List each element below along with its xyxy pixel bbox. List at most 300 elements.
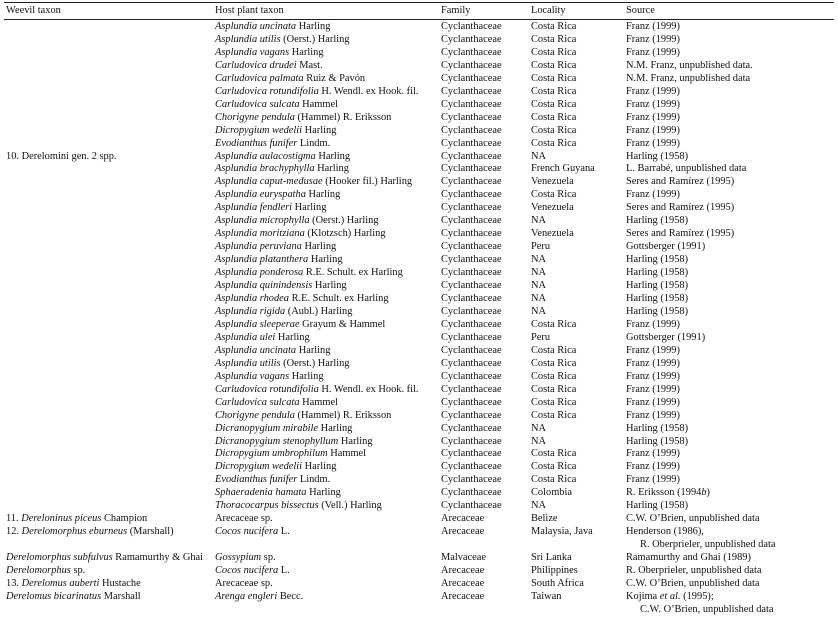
text-run: Sphaeradenia hamata xyxy=(215,487,307,499)
table-row xyxy=(4,163,834,176)
cell-source xyxy=(624,448,834,461)
text-run: Asplundia moritziana xyxy=(215,228,305,240)
cell-locality: Costa Rica xyxy=(531,72,577,84)
text-run: Evodianthus funifer xyxy=(215,137,298,149)
text-run: Asplundia ponderosa xyxy=(215,267,304,279)
cell-locality: Costa Rica xyxy=(531,396,577,408)
text-run: Harling xyxy=(305,189,341,201)
cell-weevil-taxon xyxy=(4,47,213,60)
cell-family: Malvaceae xyxy=(441,552,486,564)
cell-locality: Costa Rica xyxy=(531,189,577,201)
text-run: (Hooker fil.) Harling xyxy=(322,176,413,188)
cell-host-plant-taxon xyxy=(213,461,439,474)
text-run: Derelomorphus eburneus xyxy=(21,526,128,538)
text-run: Carludovica drudei xyxy=(215,59,297,71)
cell-family: Cyclanthaceae xyxy=(441,228,502,240)
table-row xyxy=(4,215,834,228)
cell-locality: NA xyxy=(531,293,547,305)
cell-source xyxy=(624,151,834,164)
text-run: Franz (1999) xyxy=(626,98,680,110)
cell-weevil-taxon xyxy=(4,487,213,500)
cell-family: Cyclanthaceae xyxy=(441,163,502,175)
cell-host-plant-taxon xyxy=(213,189,439,202)
text-run: Harling xyxy=(292,202,327,214)
cell-locality: French Guyana xyxy=(531,163,595,175)
table-row xyxy=(4,189,834,202)
text-run: Harling (1958) xyxy=(626,435,689,447)
cell-source xyxy=(624,86,834,99)
cell-family: Cyclanthaceae xyxy=(441,21,502,32)
cell-family: Cyclanthaceae xyxy=(441,383,502,395)
cell-host-plant-taxon xyxy=(213,591,439,604)
table-row xyxy=(4,293,834,306)
table-row xyxy=(4,526,834,539)
cell-locality: Costa Rica xyxy=(531,409,577,421)
cell-weevil-taxon xyxy=(4,306,213,319)
text-run: Franz (1999) xyxy=(626,21,680,32)
text-run: Seres and Ramírez (1995) xyxy=(626,228,735,240)
text-run: Harling (1958) xyxy=(626,280,689,292)
text-run: H. Wendl. ex Hook. fil. xyxy=(318,85,419,97)
cell-weevil-taxon xyxy=(4,86,213,99)
cell-family: Cyclanthaceae xyxy=(441,435,502,447)
cell-host-plant-taxon xyxy=(213,604,439,617)
text-run: Dicranopygium mirabile xyxy=(215,422,319,434)
text-run: Thoracocarpus bissectus xyxy=(215,500,319,512)
table-row xyxy=(4,345,834,358)
cell-source xyxy=(624,21,834,34)
cell-family: Cyclanthaceae xyxy=(441,422,502,434)
text-run: Asplundia sleeperae xyxy=(215,318,300,330)
text-run: (Hammel) R. Eriksson xyxy=(294,409,392,421)
cell-locality: Philippines xyxy=(531,565,578,577)
cell-weevil-taxon xyxy=(4,112,213,125)
text-run: Asplundia euryspatha xyxy=(215,189,306,201)
text-run: L. xyxy=(278,565,290,577)
cell-weevil-taxon xyxy=(4,293,213,306)
cell-family: Cyclanthaceae xyxy=(441,59,502,71)
text-run: Franz (1999) xyxy=(626,383,680,395)
text-run: Cocos nucifera xyxy=(215,565,279,577)
text-run: Asplundia vagans xyxy=(215,46,290,58)
header-row xyxy=(4,4,834,21)
text-run: C.W. O’Brien, unpublished data xyxy=(626,513,760,525)
text-run: Harling (1958) xyxy=(626,215,689,227)
cell-source xyxy=(624,267,834,280)
cell-weevil-taxon xyxy=(4,21,213,34)
cell-source xyxy=(624,254,834,267)
text-run: Franz (1999) xyxy=(626,111,680,123)
text-run: Harling xyxy=(315,150,351,162)
text-run: Gossypium xyxy=(215,552,262,564)
cell-locality: NA xyxy=(531,435,547,447)
text-run: Franz (1999) xyxy=(626,124,680,136)
text-run: C.W. O’Brien, unpublished data xyxy=(626,577,760,589)
text-run: N.M. Franz, unpublished data xyxy=(626,72,751,84)
text-run: Asplundia caput-medusae xyxy=(215,176,323,188)
header-family: Family xyxy=(441,5,471,16)
text-run: Gottsberger (1991) xyxy=(626,331,706,343)
text-run: Hammel xyxy=(327,448,367,460)
table-row xyxy=(4,254,834,267)
text-run: (Hammel) R. Eriksson xyxy=(294,111,392,123)
cell-weevil-taxon xyxy=(4,151,213,164)
cell-source xyxy=(624,332,834,345)
cell-host-plant-taxon xyxy=(213,526,439,539)
cell-host-plant-taxon xyxy=(213,500,439,513)
cell-family: Cyclanthaceae xyxy=(441,111,502,123)
table-row xyxy=(4,384,834,397)
cell-source xyxy=(624,138,834,151)
cell-host-plant-taxon xyxy=(213,86,439,99)
cell-family: Cyclanthaceae xyxy=(441,500,502,512)
cell-source xyxy=(624,125,834,138)
cell-locality: Costa Rica xyxy=(531,383,577,395)
cell-source xyxy=(624,500,834,513)
text-run: (Oerst.) Harling xyxy=(309,215,379,227)
text-run: Franz (1999) xyxy=(626,318,680,330)
cell-source xyxy=(624,306,834,319)
cell-locality: Costa Rica xyxy=(531,111,577,123)
cell-host-plant-taxon xyxy=(213,384,439,397)
text-run: (Vell.) Harling xyxy=(318,500,382,512)
text-run: Harling xyxy=(296,344,331,356)
text-run: (Oerst.) Harling xyxy=(280,357,350,369)
cell-locality: NA xyxy=(531,150,547,162)
cell-host-plant-taxon xyxy=(213,34,439,47)
cell-family: Arecaceae xyxy=(441,565,485,577)
text-run: Seres and Ramírez (1995) xyxy=(626,176,735,188)
cell-locality: Costa Rica xyxy=(531,370,577,382)
cell-locality: Costa Rica xyxy=(531,85,577,97)
text-run: Harling xyxy=(318,422,353,434)
cell-weevil-taxon xyxy=(4,99,213,112)
text-run: Franz (1999) xyxy=(626,85,680,97)
cell-locality: NA xyxy=(531,254,547,266)
text-run: Carludovica palmata xyxy=(215,72,304,84)
table-row xyxy=(4,604,834,617)
text-run: Derelomus auberti xyxy=(21,577,100,589)
cell-family: Cyclanthaceae xyxy=(441,474,502,486)
cell-locality: NA xyxy=(531,215,547,227)
text-run: Carludovica sulcata xyxy=(215,98,300,110)
text-run: Chorigyne pendula xyxy=(215,409,295,421)
cell-weevil-taxon xyxy=(4,138,213,151)
cell-weevil-taxon xyxy=(4,125,213,138)
cell-family: Arecaceae xyxy=(441,513,485,525)
host-plant-table xyxy=(4,4,834,617)
text-run: (Klotzsch) Harling xyxy=(304,228,386,240)
text-run: Franz (1999) xyxy=(626,396,680,408)
text-run: Dicropygium wedelii xyxy=(215,124,303,136)
text-run: Harling xyxy=(312,280,347,292)
cell-family: Cyclanthaceae xyxy=(441,33,502,45)
text-run: Harling xyxy=(308,254,343,266)
text-run: Harling xyxy=(296,21,331,32)
text-run: 13. xyxy=(6,577,22,589)
cell-family: Arecaceae xyxy=(441,526,485,538)
cell-host-plant-taxon xyxy=(213,73,439,86)
cell-source xyxy=(624,112,834,125)
cell-locality: Sri Lanka xyxy=(531,552,572,564)
cell-source xyxy=(624,578,834,591)
text-run: Arenga engleri xyxy=(215,590,278,602)
text-run: Champion xyxy=(101,513,148,525)
text-run: 11. xyxy=(6,513,22,525)
cell-locality: Costa Rica xyxy=(531,344,577,356)
cell-locality: Malaysia, Java xyxy=(531,526,593,538)
text-run: (1995); xyxy=(680,590,714,602)
text-run: Harling xyxy=(289,370,324,382)
text-run: (Oerst.) Harling xyxy=(280,33,350,45)
cell-locality: NA xyxy=(531,305,547,317)
text-run: Asplundia peruviana xyxy=(215,241,302,253)
table-row xyxy=(4,591,834,604)
cell-source xyxy=(624,410,834,423)
text-run: Asplundia rhodea xyxy=(215,293,289,305)
table-row xyxy=(4,60,834,73)
cell-locality: Costa Rica xyxy=(531,318,577,330)
table-row xyxy=(4,267,834,280)
cell-locality: Costa Rica xyxy=(531,357,577,369)
cell-weevil-taxon xyxy=(4,604,213,617)
text-run: Carludovica rotundifolia xyxy=(215,383,319,395)
cell-family: Cyclanthaceae xyxy=(441,331,502,343)
table-row xyxy=(4,319,834,332)
cell-source xyxy=(624,552,834,565)
text-run: R. Oberprieler, unpublished data xyxy=(626,565,762,577)
cell-source xyxy=(624,60,834,73)
cell-weevil-taxon xyxy=(4,60,213,73)
cell-weevil-taxon xyxy=(4,526,213,539)
cell-host-plant-taxon xyxy=(213,215,439,228)
text-run: Franz (1999) xyxy=(626,189,680,201)
cell-host-plant-taxon xyxy=(213,513,439,526)
cell-family: Cyclanthaceae xyxy=(441,137,502,149)
text-run: Harling (1958) xyxy=(626,267,689,279)
cell-family: Cyclanthaceae xyxy=(441,85,502,97)
cell-locality xyxy=(529,539,624,552)
cell-family: Cyclanthaceae xyxy=(441,176,502,188)
text-run: Carludovica rotundifolia xyxy=(215,85,319,97)
text-run: Ramamurthy & Ghai xyxy=(112,552,204,564)
text-run: ) xyxy=(706,487,711,499)
cell-host-plant-taxon xyxy=(213,151,439,164)
cell-source xyxy=(624,358,834,371)
cell-host-plant-taxon xyxy=(213,565,439,578)
text-run: Hustache xyxy=(99,577,141,589)
text-run: sp. xyxy=(70,565,86,577)
cell-source xyxy=(624,215,834,228)
text-run: et al. xyxy=(659,590,681,602)
text-run: 12. xyxy=(6,526,22,538)
cell-source xyxy=(624,384,834,397)
cell-locality: Venezuela xyxy=(531,176,574,188)
table-row xyxy=(4,176,834,189)
cell-host-plant-taxon xyxy=(213,410,439,423)
cell-weevil-taxon xyxy=(4,513,213,526)
cell-source xyxy=(624,47,834,60)
text-run: Franz (1999) xyxy=(626,448,680,460)
cell-family: Cyclanthaceae xyxy=(441,241,502,253)
cell-weevil-taxon xyxy=(4,254,213,267)
cell-source xyxy=(624,189,834,202)
text-run: Harling (1958) xyxy=(626,305,689,317)
cell-weevil-taxon xyxy=(4,539,213,552)
text-run: Asplundia uncinata xyxy=(215,344,297,356)
table-row xyxy=(4,539,834,552)
text-run: Marshall xyxy=(101,590,141,602)
table-row xyxy=(4,500,834,513)
table-row xyxy=(4,34,834,47)
cell-weevil-taxon xyxy=(4,436,213,449)
text-run: (Marshall) xyxy=(127,526,174,538)
cell-locality xyxy=(529,604,624,617)
text-run: Lindm. xyxy=(297,137,331,149)
text-run: R.E. Schult. ex Harling xyxy=(303,267,403,279)
cell-locality: Colombia xyxy=(531,487,572,499)
cell-locality: Venezuela xyxy=(531,202,574,214)
cell-family: Cyclanthaceae xyxy=(441,318,502,330)
cell-locality: NA xyxy=(531,267,547,279)
text-run: Franz (1999) xyxy=(626,344,680,356)
cell-source xyxy=(624,99,834,112)
cell-weevil-taxon xyxy=(4,267,213,280)
text-run: R. Eriksson (1994 xyxy=(626,487,702,499)
cell-family: Cyclanthaceae xyxy=(441,189,502,201)
table-row xyxy=(4,73,834,86)
table-row xyxy=(4,513,834,526)
table-row xyxy=(4,358,834,371)
cell-source xyxy=(624,73,834,86)
text-run: Dicropygium wedelii xyxy=(215,461,303,473)
cell-host-plant-taxon xyxy=(213,21,439,34)
cell-weevil-taxon xyxy=(4,358,213,371)
cell-weevil-taxon xyxy=(4,34,213,47)
text-run: Harling xyxy=(289,46,324,58)
text-run: Asplundia vagans xyxy=(215,370,290,382)
cell-family: Cyclanthaceae xyxy=(441,280,502,292)
cell-family xyxy=(439,604,529,617)
cell-weevil-taxon xyxy=(4,384,213,397)
cell-weevil-taxon xyxy=(4,332,213,345)
text-run: Harling (1958) xyxy=(626,150,689,162)
cell-weevil-taxon xyxy=(4,228,213,241)
text-run: Kojima xyxy=(626,590,660,602)
cell-source xyxy=(624,526,834,539)
text-run: Asplundia utilis xyxy=(215,33,281,45)
table-row xyxy=(4,397,834,410)
cell-weevil-taxon xyxy=(4,280,213,293)
cell-weevil-taxon xyxy=(4,176,213,189)
text-run: Dicropygium umbrophilum xyxy=(215,448,328,460)
cell-family: Arecaceae xyxy=(441,577,485,589)
cell-weevil-taxon xyxy=(4,500,213,513)
text-run: Asplundia rigida xyxy=(215,305,286,317)
table-row xyxy=(4,228,834,241)
cell-family: Cyclanthaceae xyxy=(441,267,502,279)
cell-host-plant-taxon xyxy=(213,397,439,410)
cell-family: Cyclanthaceae xyxy=(441,461,502,473)
text-run: Franz (1999) xyxy=(626,461,680,473)
cell-source xyxy=(624,228,834,241)
cell-locality: Costa Rica xyxy=(531,98,577,110)
cell-weevil-taxon xyxy=(4,345,213,358)
cell-source xyxy=(624,176,834,189)
header-locality: Locality xyxy=(531,5,566,16)
cell-weevil-taxon xyxy=(4,163,213,176)
cell-host-plant-taxon xyxy=(213,241,439,254)
table-row xyxy=(4,112,834,125)
text-run: Franz (1999) xyxy=(626,370,680,382)
cell-locality: Costa Rica xyxy=(531,59,577,71)
cell-host-plant-taxon xyxy=(213,138,439,151)
cell-locality: Costa Rica xyxy=(531,21,577,32)
text-run: Hammel xyxy=(299,98,338,110)
text-run: Ruiz & Pavón xyxy=(303,72,366,84)
cell-locality: Venezuela xyxy=(531,228,574,240)
text-run: Asplundia fendleri xyxy=(215,202,293,214)
cell-host-plant-taxon xyxy=(213,163,439,176)
cell-family: Cyclanthaceae xyxy=(441,370,502,382)
text-run: Asplundia platanthera xyxy=(215,254,309,266)
cell-family: Cyclanthaceae xyxy=(441,396,502,408)
cell-host-plant-taxon xyxy=(213,332,439,345)
text-run: R. Oberprieler, unpublished data xyxy=(640,539,776,551)
cell-host-plant-taxon xyxy=(213,474,439,487)
table-row xyxy=(4,99,834,112)
cell-weevil-taxon xyxy=(4,461,213,474)
cell-host-plant-taxon xyxy=(213,358,439,371)
cell-weevil-taxon xyxy=(4,319,213,332)
cell-host-plant-taxon xyxy=(213,267,439,280)
text-run: Harling (1958) xyxy=(626,293,689,305)
cell-family: Cyclanthaceae xyxy=(441,124,502,136)
text-run: 10. Derelomini gen. 2 spp. xyxy=(6,150,117,162)
cell-host-plant-taxon xyxy=(213,578,439,591)
text-run: L. xyxy=(278,526,290,538)
text-run: C.W. O’Brien, unpublished data xyxy=(640,603,774,615)
table-row xyxy=(4,47,834,60)
table-row xyxy=(4,410,834,423)
header-host-plant-taxon: Host plant taxon xyxy=(215,5,284,16)
cell-weevil-taxon xyxy=(4,474,213,487)
cell-host-plant-taxon xyxy=(213,60,439,73)
text-run: Harling xyxy=(275,331,310,343)
text-run: L. Barrabé, unpublished data xyxy=(626,163,747,175)
table-row xyxy=(4,436,834,449)
cell-weevil-taxon xyxy=(4,448,213,461)
cell-weevil-taxon xyxy=(4,371,213,384)
table-row xyxy=(4,474,834,487)
text-run: Derelomorphus xyxy=(6,565,71,577)
table-row xyxy=(4,241,834,254)
cell-weevil-taxon xyxy=(4,397,213,410)
cell-source xyxy=(624,280,834,293)
table-row xyxy=(4,86,834,99)
text-run: Harling xyxy=(338,435,373,447)
cell-host-plant-taxon xyxy=(213,125,439,138)
text-run: Asplundia aulacostigma xyxy=(215,150,316,162)
cell-locality: Costa Rica xyxy=(531,33,577,45)
cell-family xyxy=(439,539,529,552)
cell-weevil-taxon xyxy=(4,241,213,254)
cell-host-plant-taxon xyxy=(213,306,439,319)
text-run: Evodianthus funifer xyxy=(215,474,298,486)
table-row xyxy=(4,552,834,565)
text-run: Mast. xyxy=(296,59,323,71)
cell-host-plant-taxon xyxy=(213,254,439,267)
